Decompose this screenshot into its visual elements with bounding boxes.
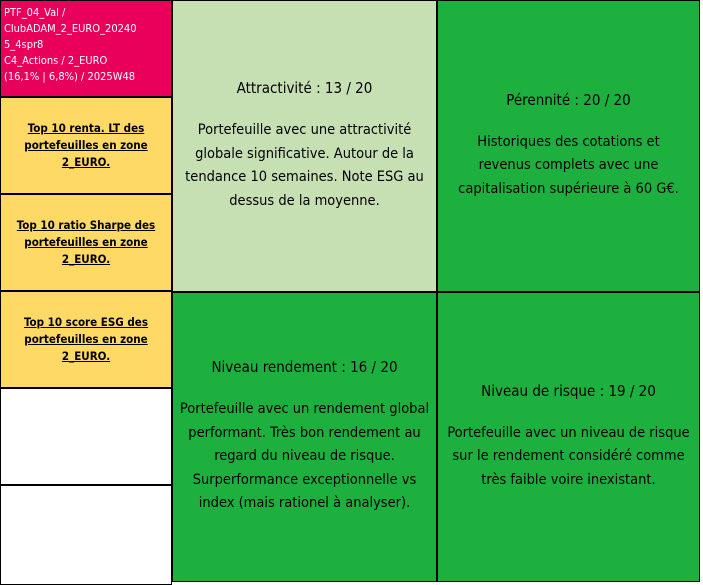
perennite-description: Historiques des cotations et revenus complets avec une capitalisation supérieure à 60 G€. [458, 133, 679, 197]
rendement-card [172, 292, 437, 582]
risque-description: Portefeuille avec un niveau de risque sur le rendement considéré comme très faible voire inexistant. [447, 424, 690, 488]
portfolio-title-cell [0, 0, 172, 97]
perennite-card [437, 0, 700, 292]
top10-esg-link[interactable]: Top 10 score ESG des portefeuilles en zone 2_EURO. [24, 315, 148, 363]
risque-heading: Niveau de risque : 19 / 20 [481, 381, 656, 400]
top10-renta-cell[interactable] [0, 97, 172, 194]
portfolio-title-line: ClubADAM_2_EURO_20240 [4, 22, 137, 35]
top10-renta-link[interactable]: Top 10 renta. LT des portefeuilles en zone 2_EURO. [24, 121, 148, 169]
empty-cell [0, 485, 172, 585]
portfolio-title-line: C4_Actions / 2_EURO [4, 54, 108, 67]
perennite-heading: Pérennité : 20 / 20 [506, 90, 631, 109]
risque-card [437, 292, 700, 582]
top10-sharpe-link[interactable]: Top 10 ratio Sharpe des portefeuilles en zone 2_EURO. [16, 218, 156, 266]
top10-sharpe-cell[interactable] [0, 194, 172, 291]
top10-esg-cell[interactable] [0, 291, 172, 388]
rendement-description: Portefeuille avec un rendement global performant. Très bon rendement au regard du niveau de risque. Surperformance exceptionnelle vs index (mais rationel à analyser). [179, 401, 430, 512]
empty-cell [0, 388, 172, 485]
portfolio-title-line: (16,1% | 6,8%) / 2025W48 [4, 70, 136, 83]
attractivite-heading: Attractivité : 13 / 20 [236, 79, 373, 97]
portfolio-title-line: PTF_04_Val / [4, 6, 66, 19]
attractivite-description: Portefeuille avec une attractivité globale significative. Autour de la tendance 10 semaines. Note ESG au dessus de la moyenne. [185, 122, 424, 209]
portfolio-title-line: 5_4spr8 [4, 38, 44, 51]
attractivite-card [172, 0, 437, 292]
rendement-heading: Niveau rendement : 16 / 20 [211, 358, 398, 377]
